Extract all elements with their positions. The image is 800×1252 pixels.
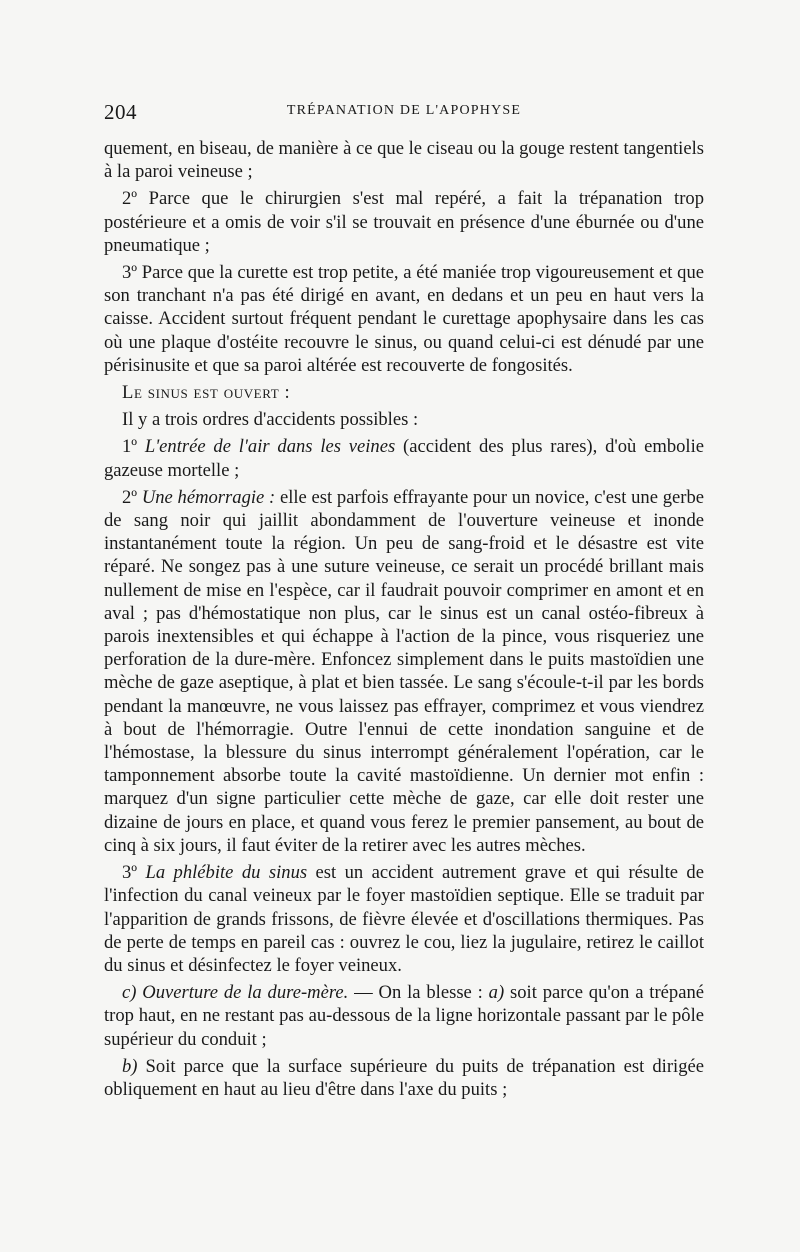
accident-1-number: 1º [122,436,145,458]
paragraph-cause-3: 3º Parce que la curette est trop petite, a été maniée trop vigoureusement et que son tranchant n'a pas été dirigé en avant, en dedans et un peu en haut vers la caisse. Accident surtout fréquent pendant le curettage apophysaire dans les cas où une plaque d'ostéite recouvre le sinus, ou quand celui-ci est dénudé par une périsinusite et que sa paroi altérée est recouverte de fongosités. [104,262,704,376]
paragraph-accident-3 [104,861,704,977]
body-text [104,137,704,1101]
paragraph-continuation: quement, en biseau, de manière à ce que le ciseau ou la gouge restent tangentiels à la paroi veineuse ; [104,138,704,183]
section-heading-text: Le sinus est ouvert : [122,382,291,404]
running-title: TRÉPANATION DE L'APOPHYSE [286,103,522,118]
accident-3-title: La phlébite du sinus [145,862,308,884]
paragraph-accident-1 [104,435,704,481]
page-header [104,100,704,124]
dura-mater-marker-b: b) [122,1055,138,1077]
accident-2-title: Une hémorragie : [141,486,276,508]
accident-2-text: elle est parfois effrayante pour un novice, c'est une gerbe de sang noir qui jaillit abondamment de l'ouverture veineuse et inonde instantanément toute la région. Un peu de sang-froid et le désastre est vite réparé. Ne songez pas à une suture veineuse, ce serait un procédé brillant mais nullement de mise en l'espèce, car il faudrait pouvoir comprimer en amont et en aval ; pas d'hémostatique non plus, car le sinus est un canal ostéo-fibreux à parois inextensibles et qui échappe à l'action de la pince, vous risqueriez une perforation de la dure-mère. Enfoncez simplement dans le puits mastoïdien une mèche de gaze aseptique, à plat et bien tassée. Le sang s'écoule-t-il par les bords pendant la manœuvre, ne vous laissez pas effrayer, comprimez et vous viendrez à bout de l'hémorragie. Outre l'ennui de cette inondation sanguine et de l'hémostase, la blessure du sinus interrompt généralement l'opération, car le tamponnement absorbe toute la cavité mastoïdienne. Un dernier mot enfin : marquez d'un signe particulier cette mèche de gaze, car elle doit rester une dizaine de jours en place, et quand vous ferez le premier pansement, au bout de cinq à six jours, il faut éviter de la retirer avec les autres mèches. [104,486,704,856]
section-heading [104,381,704,404]
paragraph-dura-mater-b [104,1055,704,1101]
page-number: 204 [104,100,137,124]
accident-1-title: L'entrée de l'air dans les veines [144,436,396,458]
dura-mater-b-text: Soit parce que la surface supérieure du puits de trépanation est dirigée obliquement en haut au lieu d'être dans l'axe du puits ; [104,1055,704,1100]
accident-3-number: 3º [122,862,146,884]
paragraph-dura-mater [104,981,704,1051]
paragraph-accident-2 [104,486,704,857]
paragraph-accidents-intro: Il y a trois ordres d'accidents possibles : [122,409,419,431]
accident-3-text: est un accident autrement grave et qui résulte de l'infection du canal veineux par le foyer mastoïdien septique. Elle se traduit par l'apparition de grands frissons, de fièvre élevée et d'oscillations thermiques. Pas de perte de temps en pareil cas : ouvrez le cou, liez la jugulaire, retirez le caillot du sinus et désinfectez le foyer veineux. [104,862,704,976]
dura-mater-marker-a: a) [488,982,505,1004]
dura-mater-text-a: — On la blesse : [348,982,489,1004]
paragraph-cause-2: 2º Parce que le chirurgien s'est mal repéré, a fait la trépanation trop postérieure et a omis de voir s'il se trouvait en présence d'une éburnée ou d'une pneumatique ; [104,188,704,256]
accident-1-text: (accident des plus rares), d'où embolie gazeuse mortelle ; [104,436,704,481]
accident-2-number: 2º [122,486,142,508]
dura-mater-text-b: soit parce qu'on a trépané trop haut, en ne restant pas au-dessous de la ligne horizontale passant par le pôle supérieur du conduit ; [104,982,704,1050]
dura-mater-title: c) Ouverture de la dure-mère. [122,982,349,1004]
